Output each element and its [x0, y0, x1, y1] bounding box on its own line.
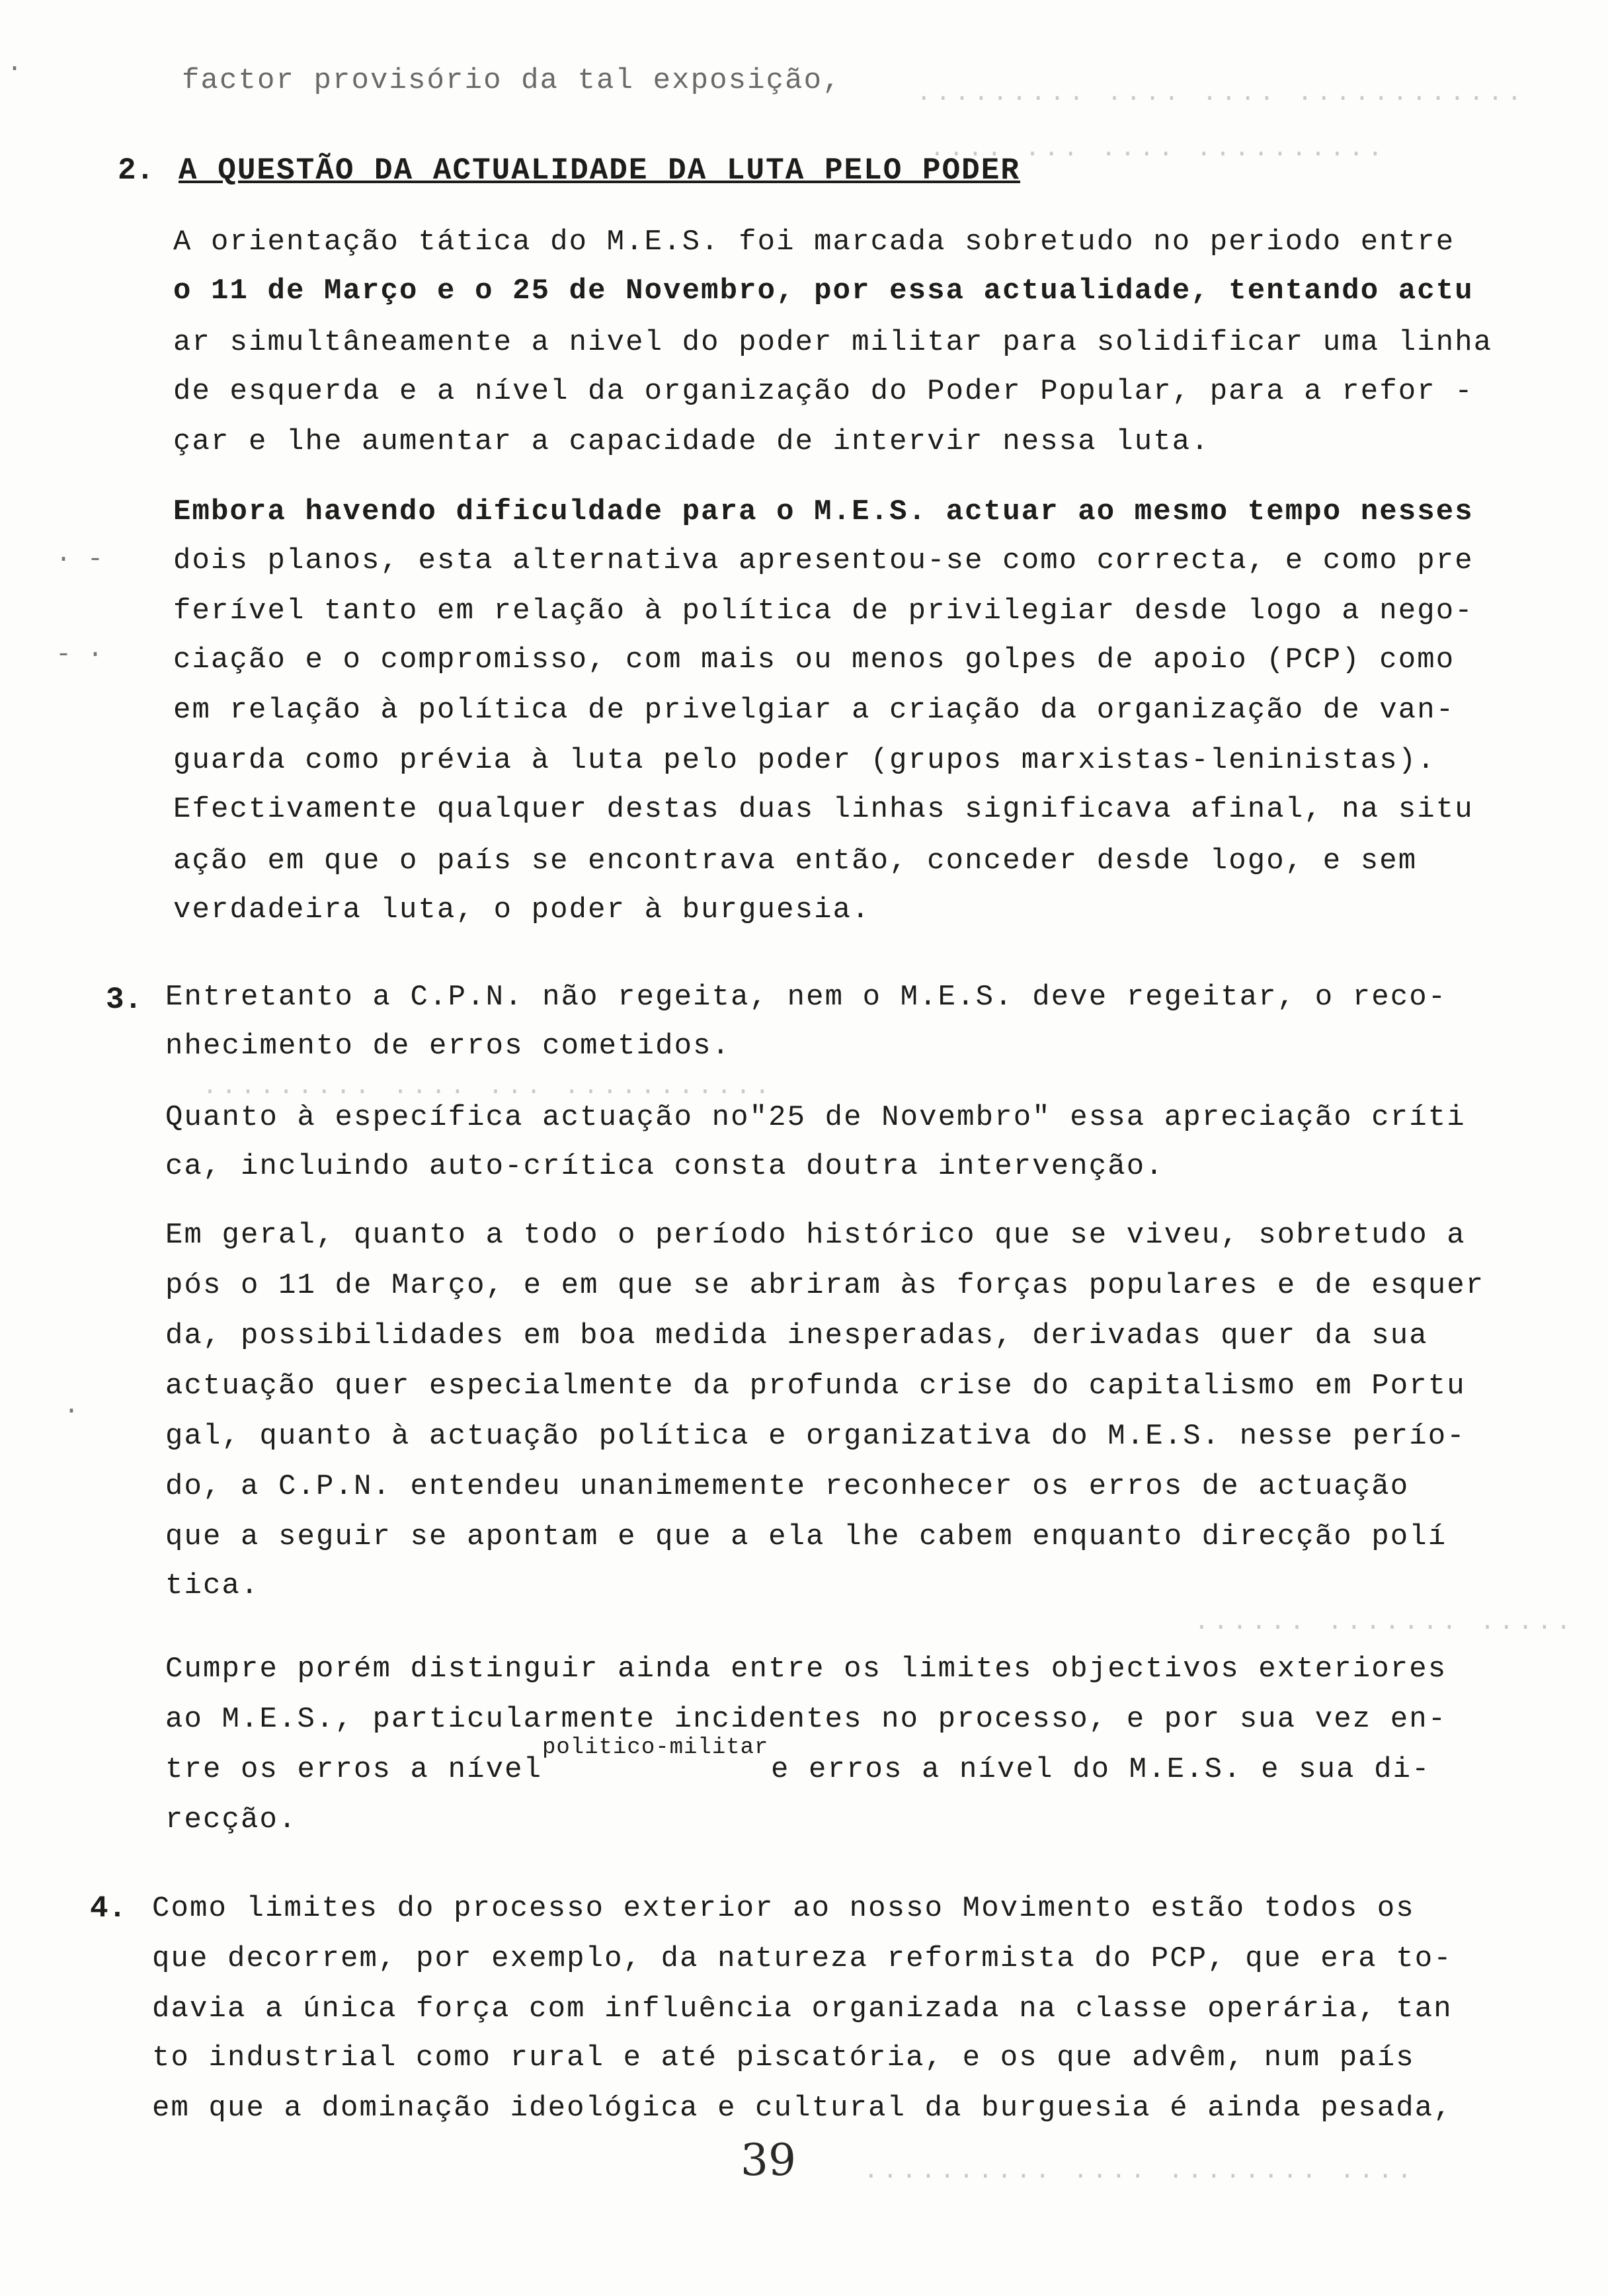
show-through-text: ··········· ··· ···· ········· [198, 1078, 770, 1106]
text-line: Embora havendo dificuldade para o M.E.S. actuar ao mesmo tempo nesses [173, 495, 1474, 528]
text-line: dois planos, esta alternativa apresentou-se como correcta, e como pre [173, 544, 1474, 577]
text-line: davia a única força com influência organizada na classe operária, tan [152, 1992, 1453, 2026]
text-line: Como limites do processo exterior ao nosso Movimento estão todos os [152, 1892, 1415, 1925]
margin-mark: · [63, 1397, 80, 1426]
section-2-title: A QUESTÃO DA ACTUALIDADE DA LUTA PELO PODER [179, 153, 1020, 188]
text-line: Em geral, quanto a todo o período histórico que se viveu, sobretudo a [165, 1219, 1466, 1252]
text-line: gal, quanto à actuação política e organizativa do M.E.S. nesse perío- [165, 1420, 1466, 1453]
text-line: actuação quer especialmente da profunda crise do capitalismo em Portu [165, 1370, 1466, 1403]
text-line: ferível tanto em relação à política de privilegiar desde logo a nego- [173, 594, 1474, 628]
text-line: ar simultâneamente a nivel do poder militar para solidificar uma linha [173, 326, 1493, 359]
text-line: que decorrem, por exemplo, da natureza reformista do PCP, que era to- [152, 1942, 1453, 1975]
text-line: do, a C.P.N. entendeu unanimemente reconhecer os erros de actuação [165, 1470, 1410, 1503]
text-line: Entretanto a C.P.N. não regeita, nem o M.E.S. deve regeitar, o reco- [165, 981, 1447, 1014]
text-line: em que a dominação ideológica e cultural da burguesia é ainda pesada, [152, 2092, 1453, 2125]
section-2-number: 2. [118, 153, 155, 188]
section-3-number: 3. [106, 983, 143, 1017]
text-line: nhecimento de erros cometidos. [165, 1030, 731, 1063]
text-line: verdadeira luta, o poder à burguesia. [173, 893, 871, 926]
text-line: Cumpre porém distinguir ainda entre os limites objectivos exteriores [165, 1653, 1447, 1686]
show-through-text: ···· ········ ···· ·········· [860, 2162, 1412, 2191]
text-line: ação em que o país se encontrava então, conceder desde logo, e sem [173, 844, 1418, 878]
margin-mark: · [7, 54, 23, 84]
section-4-number: 4. [90, 1891, 127, 1926]
text-line: çar e lhe aumentar a capacidade de intervir nessa luta. [173, 425, 1210, 458]
text-line: tre os erros a nível [165, 1753, 543, 1786]
show-through-text: ····· ······· ······ [1190, 1614, 1572, 1642]
show-through-text: ············ ···· ···· ········· [912, 85, 1522, 113]
text-line: em relação à política de privelgiar a criação da organização de van- [173, 694, 1455, 727]
text-line: ao M.E.S., particularmente incidentes no processo, e por sua vez en- [165, 1703, 1447, 1736]
margin-mark: · - [56, 545, 104, 575]
text-line: to industrial como rural e até piscatória, e os que advêm, num país [152, 2041, 1415, 2074]
text-line: de esquerda e a nível da organização do Poder Popular, para a refor - [173, 375, 1474, 408]
show-through-text: ·········· ···· ··· ···· [926, 140, 1383, 169]
text-line: tica. [165, 1569, 260, 1602]
text-line: A orientação tática do M.E.S. foi marcada sobretudo no periodo entre [173, 226, 1455, 259]
text-line: ciação e o compromisso, com mais ou menos golpes de apoio (PCP) como [173, 643, 1455, 676]
text-line: ca, incluindo auto-crítica consta doutra intervenção. [165, 1150, 1164, 1183]
text-line: guarda como prévia à luta pelo poder (grupos marxistas-leninistas). [173, 744, 1436, 777]
page-number: 39 [741, 2135, 796, 2186]
handwritten-insert: politico-militar [542, 1735, 769, 1760]
text-line: Quanto à específica actuação no"25 de Novembro" essa apreciação críti [165, 1101, 1466, 1134]
text-line: o 11 de Março e o 25 de Novembro, por essa actualidade, tentando actu [173, 274, 1474, 308]
margin-mark: - · [56, 640, 104, 670]
text-line: Efectivamente qualquer destas duas linhas significava afinal, na situ [173, 793, 1474, 826]
top-fragment-line: factor provisório da tal exposição, [182, 64, 842, 97]
text-line: pós o 11 de Março, e em que se abriram às forças populares e de esquer [165, 1269, 1485, 1302]
text-line: e erros a nível do M.E.S. e sua di- [771, 1753, 1431, 1786]
text-line: que a seguir se apontam e que a ela lhe cabem enquanto direcção polí [165, 1520, 1447, 1553]
text-line: recção. [165, 1803, 298, 1836]
text-line: da, possibilidades em boa medida inesperadas, derivadas quer da sua [165, 1319, 1428, 1352]
